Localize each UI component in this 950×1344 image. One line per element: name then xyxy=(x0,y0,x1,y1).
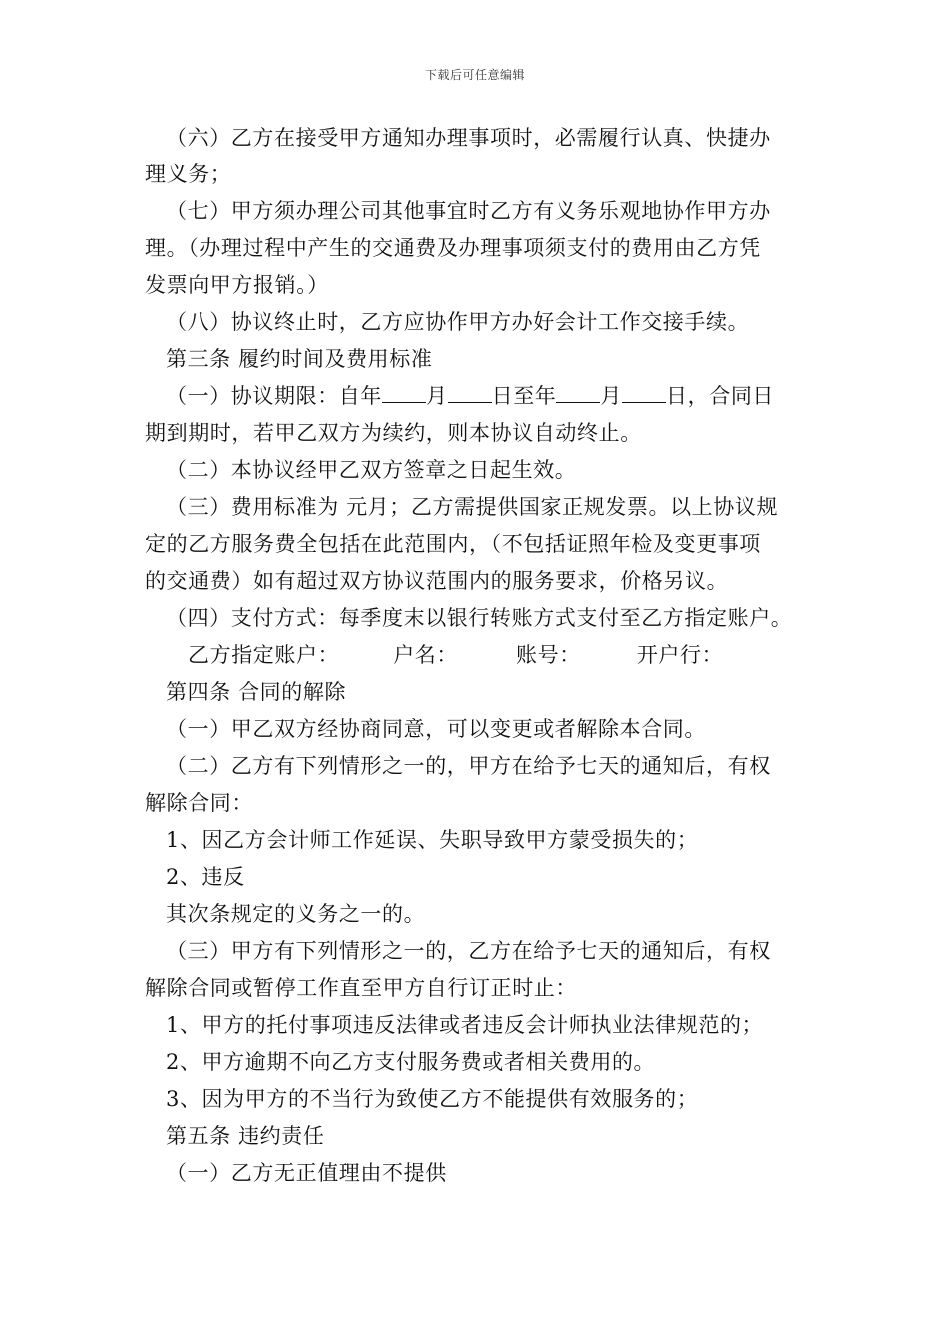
month-blank-1 xyxy=(382,382,426,403)
paragraph-line: （八）协议终止时，乙方应协作甲方办好会计工作交接手续。 xyxy=(166,310,750,334)
bank-label: 开户行： xyxy=(636,643,724,667)
term-suffix: 日，合同日 xyxy=(666,384,775,408)
paragraph-line: 定的乙方服务费全包括在此范围内，（不包括证照年检及变更事项 xyxy=(145,532,761,556)
paragraph-line: 期到期时，若甲乙双方为续约，则本协议自动终止。 xyxy=(145,421,642,445)
paragraph-line: （三）费用标准为 元月；乙方需提供国家正规发票。以上协议规 xyxy=(166,495,779,519)
paragraph-line: （七）甲方须办理公司其他事宜时乙方有义务乐观地协作甲方办 xyxy=(166,199,771,223)
term-month-1: 月 xyxy=(426,384,448,408)
term-month-2: 月 xyxy=(600,384,623,408)
account-info-line xyxy=(188,637,723,673)
paragraph-line: （一）乙方无正值理由不提供 xyxy=(166,1161,447,1185)
term-day-1: 日至年 xyxy=(491,384,557,408)
paragraph-line: （二）本协议经甲乙双方签章之日起生效。 xyxy=(166,458,577,482)
paragraph-line: 的交通费）如有超过双方协议范围内的服务要求，价格另议。 xyxy=(145,569,729,593)
page-header: 下载后可任意编辑 xyxy=(424,68,525,82)
paragraph-line: （四）支付方式：每季度末以银行转账方式支付至乙方指定账户。 xyxy=(166,606,793,630)
paragraph-line: 2、甲方逾期不向乙方支付服务费或者相关费用的。 xyxy=(166,1050,656,1074)
paragraph-line: 解除合同： xyxy=(145,791,253,815)
term-prefix: （一）协议期限：自年 xyxy=(166,384,382,408)
account-label: 乙方指定账户： xyxy=(188,643,340,667)
day-blank-2 xyxy=(622,382,666,403)
paragraph-line: 3、因为甲方的不当行为致使乙方不能提供有效服务的； xyxy=(166,1087,699,1111)
paragraph-line: 2、违反 xyxy=(166,865,245,889)
paragraph-line: 解除合同或暂停工作直至甲方自行订正时止： xyxy=(145,976,577,1000)
agreement-term-line xyxy=(166,378,774,414)
paragraph-line: 理。（办理过程中产生的交通费及办理事项须支付的费用由乙方凭 xyxy=(145,236,761,260)
paragraph-line: 1、因乙方会计师工作延误、失职导致甲方蒙受损失的； xyxy=(166,828,699,852)
section-heading: 第三条 履约时间及费用标准 xyxy=(166,347,433,371)
account-number-label: 账号： xyxy=(516,643,581,667)
account-name-label: 户名： xyxy=(393,643,459,667)
section-heading: 第四条 合同的解除 xyxy=(166,680,347,704)
paragraph-line: （六）乙方在接受甲方通知办理事项时，必需履行认真、快捷办 xyxy=(166,126,771,150)
paragraph-line: （一）甲乙双方经协商同意，可以变更或者解除本合同。 xyxy=(166,717,706,741)
section-heading: 第五条 违约责任 xyxy=(166,1124,325,1148)
day-blank-1 xyxy=(448,382,492,403)
paragraph-line: 1、甲方的托付事项违反法律或者违反会计师执业法律规范的； xyxy=(166,1013,764,1037)
paragraph-line: 发票向甲方报销。） xyxy=(145,273,329,297)
month-blank-2 xyxy=(556,382,600,403)
paragraph-line: （二）乙方有下列情形之一的，甲方在给予七天的通知后，有权 xyxy=(166,754,771,778)
paragraph-line: 理义务； xyxy=(145,162,232,186)
paragraph-line: （三）甲方有下列情形之一的，乙方在给予七天的通知后，有权 xyxy=(166,939,771,963)
paragraph-line: 其次条规定的义务之一的。 xyxy=(166,902,426,926)
